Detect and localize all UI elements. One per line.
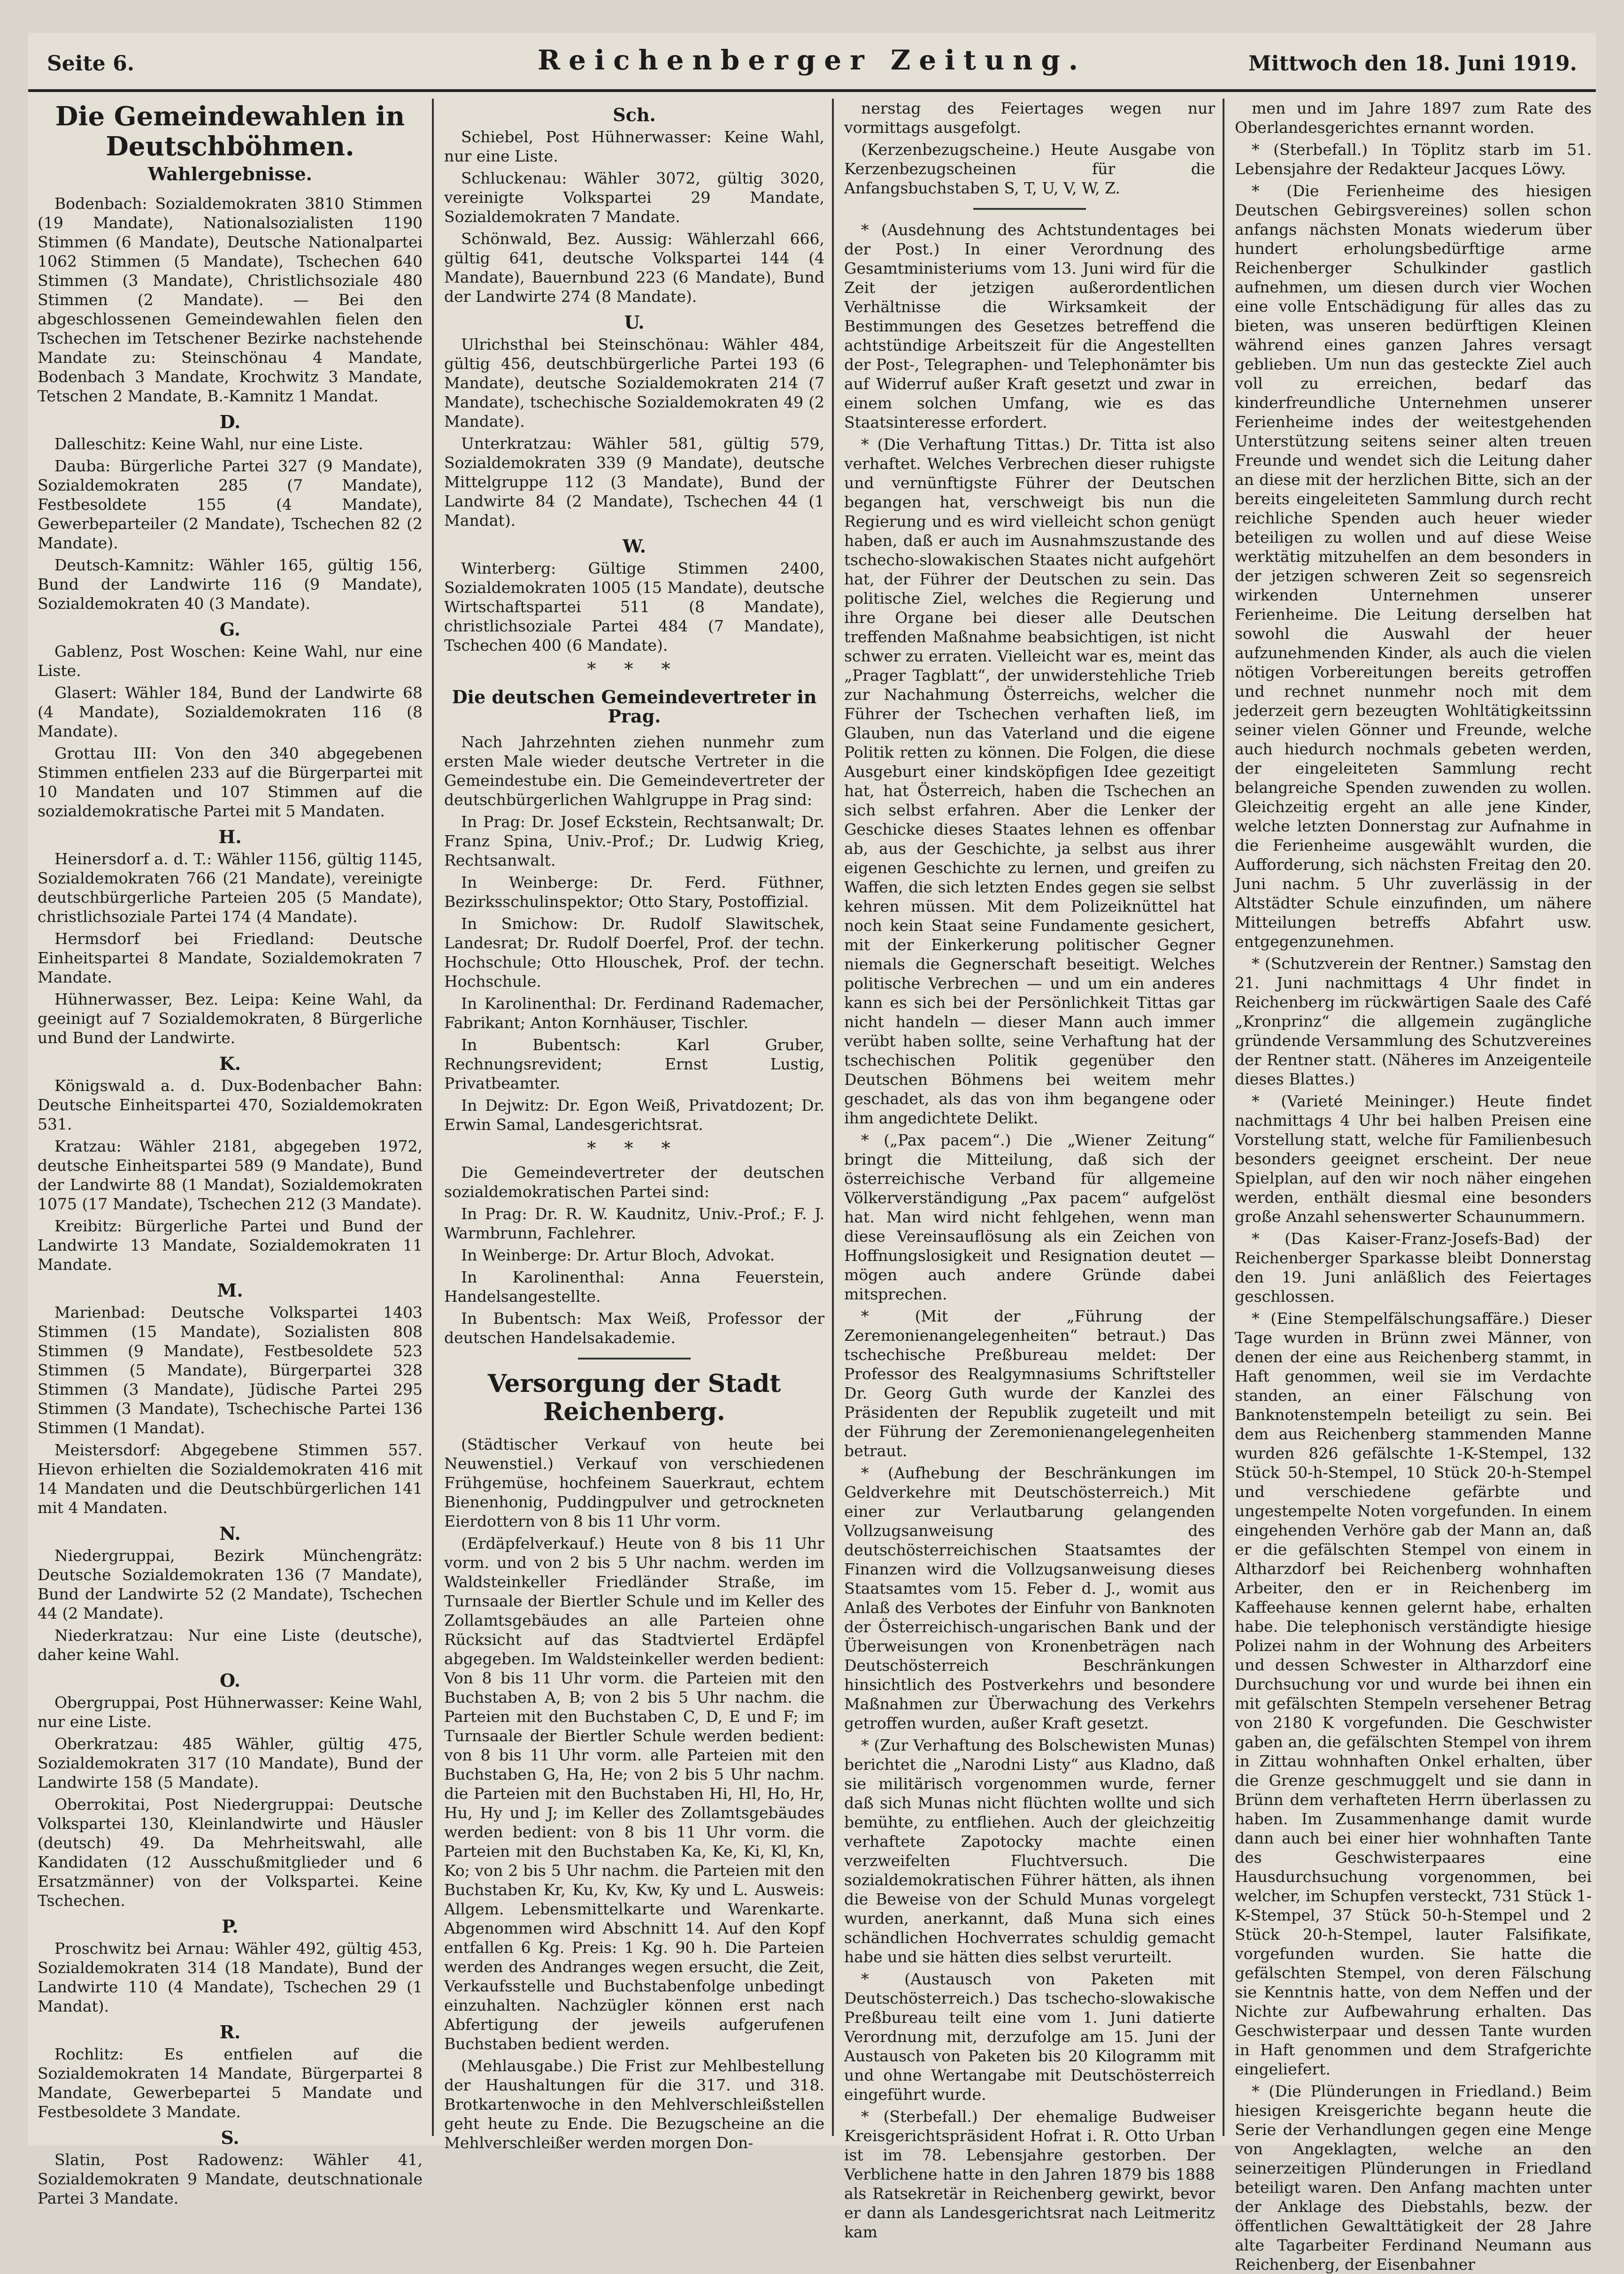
section-letter: S. xyxy=(221,2127,239,2148)
section-letter: Sch. xyxy=(613,104,656,125)
result-entry: Schönwald, Bez. Aussig: Wählerzahl 666, gültig 641, deutsche Volkspartei 144 (4 Mandate), Bauernbund 223 (6 Mandate), Bund der Landwirte 274 (8 Mandate). xyxy=(444,230,824,306)
result-entry: Grottau III: Von den 340 abgegebenen Stimmen entfielen 233 auf die Bürgerpartei mit 10 Mandaten und 107 Stimmen auf die sozialdemokratische Partei mit 5 Mandaten. xyxy=(38,744,423,820)
versorgung-article xyxy=(444,1435,824,2152)
supply-paragraph: nerstag des Feiertages wegen nur vormittags ausgefolgt. xyxy=(844,99,1215,137)
section-letter: U. xyxy=(624,312,645,333)
prag-paragraph: Nach Jahrzehnten ziehen nunmehr zum ersten Male wieder deutsche Vertreter in die Gemeindestube ein. Die Gemeindevertreter der deutschbürgerlichen Wahlgruppe in Prag sind: xyxy=(444,733,824,809)
result-entry: Unterkratzau: Wähler 581, gültig 579, Sozialdemokraten 339 (9 Mandate), deutsche Mittelgruppe 112 (3 Mandate), Bund der Landwirte 84 (2 Mandate), Tschechen 44 (1 Mandat). xyxy=(444,434,824,530)
supply-paragraph: (Kerzenbezugscheine.) Heute Ausgabe von Kerzenbezugscheinen für die Anfangsbuchstaben S, T, U, V, W, Z. xyxy=(844,140,1215,197)
separator-rule-3 xyxy=(973,208,1086,210)
prag-paragraph: In Bubentsch: Karl Gruber, Rechnungsrevident; Ernst Lustig, Privatbeamter. xyxy=(444,1036,824,1092)
news-article: * (Ausdehnung des Achtstundentages bei der Post.) In einer Verordnung des Gesamtministeriums vom 13. Juni wird für die Zeit der jetzigen außerordentlichen Verhältnisse die Wirksamkeit der Bestimmungen des Gesetzes betreffend die achtstündige Arbeitszeit für die Angestellten der Post-, Telegraphen- und Telephonämter bis auf Widerruf außer Kraft gesetzt und zwar in einem solchen Umfang, wie es das Staatsinteresse erfordert. xyxy=(844,221,1215,431)
column-2 xyxy=(432,99,833,2152)
supply-paragraph: (Mehlausgabe.) Die Frist zur Mehlbestellung der Haushaltungen für die 317. und 318. Brotkartenwoche in den Mehlverschleißstellen geht heute zu Ende. Die Bezugscheine an die Mehlverschleißer werden morgen Don- xyxy=(444,2057,824,2152)
result-entry: Slatin, Post Radowenz: Wähler 41, Sozialdemokraten 9 Mandate, deutschnationale Partei 3 Mandate. xyxy=(38,2151,423,2207)
result-entry: Obergruppai, Post Hühnerwasser: Keine Wahl, nur eine Liste. xyxy=(38,1693,423,1731)
news-articles xyxy=(844,220,1215,2242)
result-entry: Königswald a. d. Dux-Bodenbacher Bahn: Deutsche Einheitspartei 470, Sozialdemokraten 531. xyxy=(38,1076,423,1133)
news-article: * (Die Plünderungen in Friedland.) Beim hiesigen Kreisgerichte begann heute die Serie der Verhandlungen gegen eine Menge von Angeklagten, welche an den seinerzeitigen Plünderungen in Friedland beteiligt waren. Den Anfang machten unter der Anklage des Diebstahls, bezw. der öffentlichen Gewalttätigkeit der 28 Jahre alte Tagarbeiter Ferdinand Neumann aus Reichenberg, der Eisenbahner xyxy=(1235,2082,1592,2274)
newspaper-title: Reichenberger Zeitung. xyxy=(537,44,1087,76)
result-entry: Hühnerwasser, Bez. Leipa: Keine Wahl, da geeinigt auf 7 Sozialdemokraten, 8 Bürgerliche und Bund der Landwirte. xyxy=(38,990,423,1047)
prag-paragraph: In Smichow: Dr. Rudolf Slawitschek, Landesrat; Dr. Rudolf Doerfel, Prof. der techn. Hochschule; Otto Hlouschek, Prof. der techn. Hochschule. xyxy=(444,914,824,991)
news-article: * (Austausch von Paketen mit Deutschösterreich.) Das tschecho-slowakische Preßbureau teilt eine vom 1. Juni datierte Verordnung mit, derzufolge am 15. Juni der Austausch von Paketen bis 20 Kilogramm mit und ohne Wertangabe mit Deutschösterreich eingeführt wurde. xyxy=(844,1970,1215,2104)
result-entry: Gablenz, Post Woschen: Keine Wahl, nur eine Liste. xyxy=(38,642,423,680)
result-entry: Hermsdorf bei Friedland: Deutsche Einheitspartei 8 Mandate, Sozialdemokraten 7 Mandate. xyxy=(38,930,423,986)
result-entry: Niederkratzau: Nur eine Liste (deutsche), daher keine Wahl. xyxy=(38,1626,423,1664)
separator-stars-2: * * * xyxy=(587,1138,682,1159)
section-letter: D. xyxy=(219,411,241,432)
election-results-continued xyxy=(444,105,824,655)
news-article: * (Sterbefall.) Der ehemalige Budweiser Kreisgerichtspräsident Hofrat i. R. Otto Urban ist im 78. Lebensjahre gestorben. Der Verblichene hatte in den Jahren 1879 bis 1888 als Ratsekretär in Reichenberg gewirkt, bevor er dann als Landesgerichtsrat nach Leitmeritz kam xyxy=(844,2107,1215,2241)
sozial-paragraph: Die Gemeindevertreter der deutschen sozialdemokratischen Partei sind: xyxy=(444,1163,824,1201)
result-entry: Glasert: Wähler 184, Bund der Landwirte 68 (4 Mandate), Sozialdemokraten 116 (8 Mandate). xyxy=(38,684,423,740)
supply-continued xyxy=(844,99,1215,198)
prag-paragraph: In Dejwitz: Dr. Egon Weiß, Privatdozent; Dr. Erwin Samal, Landesgerichtsrat. xyxy=(444,1096,824,1134)
news-article: * (Die Verhaftung Tittas.) Dr. Titta ist also verhaftet. Welches Verbrechen dieser ruhigste und vernünftigste Führer der Deutschen begangen hat, verschweigt bis nun die Regierung und es wird vielleicht schon genügt haben, daß er auch im Ausnahmszustande des tschecho-slowakischen Staates nicht aufgehört hat, der Führer der Deutschen zu sein. Das politische Ziel, welches die Regierung und ihre Organe bei dieser alle Deutschen treffenden Maßnahme beabsichtigen, ist nicht schwer zu erraten. Vielleicht war es, meint das „Prager Tagblatt“, der unwiderstehliche Trieb zur Nachahmung Österreichs, welcher die Führer der Tschechen verhaften ließ, im Glauben, nun das Vaterland und die eigene Politik retten zu können. Die Folgen, die diese Ausgeburt einer kindsköpfigen Idee gezeitigt hat, hat Österreich, haben die Tschechen an sich selbst erfahren. Aber die Lenker der Geschicke dieses Staates lehnen es offenbar ab, aus der Geschichte, ja selbst aus ihrer eigenen Geschichte zu lernen, und greifen zu Waffen, die sich letzten Endes gegen sie selbst kehren müssen. Mit dem Polizeiknüttel hat noch kein Staat seine Fundamente gesichert, mit der Einkerkerung politischer Gegner niemals die Gegnerschaft beseitigt. Welches politische Verbrechen — und um ein anderes kann es sich bei der Persönlichkeit Tittas gar nicht handeln — dieser Mann auch immer verübt haben sollte, seine Verhaftung hat der tschechischen Politik gegenüber den Deutschen Böhmens bei weitem mehr geschadet, als das von ihm begangene oder ihm angedichtete Delikt. xyxy=(844,435,1215,1127)
sozial-paragraph: In Karolinenthal: Anna Feuerstein, Handelsangestellte. xyxy=(444,1268,824,1306)
sozial-paragraph: In Weinberge: Dr. Artur Bloch, Advokat. xyxy=(461,1246,775,1264)
result-entry: Kreibitz: Bürgerliche Partei und Bund der Landwirte 13 Mandate, Sozialdemokraten 11 Mandate. xyxy=(38,1217,423,1274)
result-entry: Rochlitz: Es entfielen auf die Sozialdemokraten 14 Mandate, Bürgerpartei 8 Mandate, Gewerbepartei 5 Mandate und Festbesoldete 3 Mandate. xyxy=(38,2045,423,2121)
news-article: men und im Jahre 1897 zum Rate des Oberlandesgerichtes ernannt worden. xyxy=(1235,99,1592,137)
column-1 xyxy=(38,99,431,2207)
news-article: * (Mit der „Führung der Zeremonienangelegenheiten“ betraut.) Das tschechische Preßbureau meldet: Der Professor des Realgymnasiums Schriftsteller Dr. Georg Guth wurde der Kanzlei des Präsidenten der Republik zugeteilt und mit der Führung der Zeremonienangelegenheiten betraut. xyxy=(844,1307,1215,1460)
supply-paragraph: (Erdäpfelverkauf.) Heute von 8 bis 11 Uhr vorm. und von 2 bis 5 Uhr nachm. werden im Waldsteinkeller Friedländer Straße, im Turnsaale der Biertler Schule und im Keller des Zollamtsgebäudes an alle Parteien ohne Rücksicht auf das Stadtviertel Erdäpfel abgegeben. Im Waldsteinkeller werden bedient: Von 8 bis 11 Uhr vorm. die Parteien mit den Buchstaben A, B; von 2 bis 5 Uhr nachm. die Parteien mit den Buchstaben C, D, E und F; im Turnsaale der Biertler Schule werden bedient: von 8 bis 11 Uhr vorm. alle Parteien mit den Buchstaben G, Ha, He; von 2 bis 5 Uhr nachm. die Parteien mit den Buchstaben Hi, Hl, Ho, Hr, Hu, Hy und J; im Keller des Zollamtsgebäudes werden bedient: von 8 bis 11 Uhr vorm. die Parteien mit den Buchstaben Ka, Ke, Ki, Kl, Kn, Ko; von 2 bis 5 Uhr nachm. die Parteien mit den Buchstaben Kr, Ku, Kv, Kw, Ky und L. Ausweis: Allgem. Lebensmittelkarte und Warenkarte. Abgenommen wird Abschnitt 14. Auf den Kopf entfallen 6 Kg. Preis: 1 Kg. 90 h. Die Parteien werden des Andranges wegen ersucht, die Zeit, Verkaufsstelle und Buchstabenfolge unbedingt einzuhalten. Nachzügler können erst nach Abfertigung der jeweils aufgerufenen Buchstaben bedient werden. xyxy=(444,1534,824,2053)
result-entry: Schluckenau: Wähler 3072, gültig 3020, vereinigte Volkspartei 29 Mandate, Sozialdemokraten 7 Mandate. xyxy=(444,169,824,226)
separator-rule xyxy=(578,1358,691,1360)
result-entry: Dalleschitz: Keine Wahl, nur eine Liste. xyxy=(54,435,363,453)
result-entry: Deutsch-Kamnitz: Wähler 165, gültig 156, Bund der Landwirte 116 (9 Mandate), Sozialdemokraten 40 (3 Mandate). xyxy=(38,556,423,613)
result-entry: Winterberg: Gültige Stimmen 2400, Sozialdemokraten 1005 (15 Mandate), deutsche Wirtschaftspartei 511 (8 Mandate), christlichsoziale Partei 484 (7 Mandate), Tschechen 400 (6 Mandate). xyxy=(444,559,824,654)
column-3 xyxy=(832,99,1224,2241)
result-entry: Bodenbach: Sozialdemokraten 3810 Stimmen (19 Mandate), Nationalsozialisten 1190 Stimmen (6 Mandate), Deutsche Nationalpartei 1062 Stimmen (5 Mandate), Tschechen 640 Stimmen (3 Mandate), Christlichsoziale 480 Stimmen (2 Mandate). — Bei den abgeschlossenen Gemeindewahlen fielen den Tschechen im Tetschener Bezirke nachstehende Mandate zu: Steinschönau 4 Mandate, Bodenbach 3 Mandate, Krochwitz 3 Mandate, Tetschen 2 Mandate, B.-Kamnitz 1 Mandat. xyxy=(38,194,423,405)
separator-stars: * * * xyxy=(587,659,682,679)
supply-paragraph: (Städtischer Verkauf von heute bei Neuwenstiel.) Verkauf von verschiedenen Frühgemüse, hochfeinem Sauerkraut, echtem Bienenhonig, Puddingpulver und getrockneten Eierdottern von 8 bis 11 Uhr vorm. xyxy=(444,1435,824,1530)
news-article: * (Varieté Meininger.) Heute findet nachmittags 4 Uhr bei halben Preisen eine Vorstellung statt, welche für Familienbesuch besonders geeignet erscheint. Der neue Spielplan, auf den wir noch näher eingehen werden, enthält diesmal eine besonders große Anzahl sehenswerter Schaunummern. xyxy=(1235,1092,1592,1226)
newspaper-page xyxy=(28,33,1596,2274)
result-entry: Oberrokitai, Post Niedergruppai: Deutsche Volkspartei 130, Kleinlandwirte und Häusler (deutsch) 49. Da Mehrheitswahl, alle Kandidaten (12 Ausschußmitglieder und 6 Ersatzmänner) von der Volkspartei. Keine Tschechen. xyxy=(38,1795,423,1910)
result-entry: Dauba: Bürgerliche Partei 327 (9 Mandate), Sozialdemokraten 285 (7 Mandate), Festbesoldete 155 (4 Mandate), Gewerbeparteiler (2 Mandate), Tschechen 82 (2 Mandate). xyxy=(38,457,423,552)
result-entry: Proschwitz bei Arnau: Wähler 492, gültig 453, Sozialdemokraten 314 (18 Mandate), Bund der Landwirte 110 (4 Mandate), Tschechen 29 (1 Mandat). xyxy=(38,1939,423,2015)
news-article: * (Aufhebung der Beschränkungen im Geldverkehre mit Deutschösterreich.) Mit einer zur Verlautbarung gelangenden Vollzugsanweisung des deutschösterreichischen Staatsamtes der Finanzen wird die Vollzugsanweisung dieses Staatsamtes vom 15. Feber d. J., womit aus Anlaß des Verbotes der Einfuhr von Banknoten der Österreichisch-ungarischen Bank und der Überweisungen von Kronenbeträgen nach Deutschösterreich Beschränkungen hinsichtlich des Postverkehrs und besondere Maßnahmen zur Überwachung des Verkehrs getroffen wurden, außer Kraft gesetzt. xyxy=(844,1464,1215,1732)
section-letter: H. xyxy=(218,826,242,847)
prag-paragraph: In Karolinenthal: Dr. Ferdinand Rademacher, Fabrikant; Anton Kornhäuser, Tischler. xyxy=(444,994,824,1032)
news-article: * (Schutzverein der Rentner.) Samstag den 21. Juni nachmittags 4 Uhr findet in Reichenberg im rückwärtigen Saale des Café „Kronprinz“ die allgemein zugängliche gründende Versammlung des Schutzvereines der Rentner statt. (Näheres im Anzeigenteile dieses Blattes.) xyxy=(1235,954,1592,1088)
news-article: * (Sterbefall.) In Töplitz starb im 51. Lebensjahre der Redakteur Jacques Löwy. xyxy=(1235,140,1592,178)
news-article: * (Zur Verhaftung des Bolschewisten Munas) berichtet die „Narodni Listy“ aus Kladno, daß sie militärisch vorgenommen wurde, ferner daß sich Munas nicht flüchten wollte und sich bemühte, zu entfliehen. Auch der gleichzeitig verhaftete Zapotocky machte einen verzweifelten Fluchtversuch. Die sozialdemokratischen Führer hätten, als ihnen die Beweise von der Schuld Munas vorgelegt wurden, anerkannt, daß Muna sich eines schändlichen Hochverrates schuldig gemacht habe und sie hätten dies selbst verurteilt. xyxy=(844,1736,1215,1966)
section-letter: G. xyxy=(219,619,241,640)
issue-date: Mittwoch den 18. Juni 1919. xyxy=(1248,52,1577,76)
sozial-paragraph: In Prag: Dr. R. W. Kaudnitz, Univ.-Prof.; F. J. Warmbrunn, Fachlehrer. xyxy=(444,1205,824,1242)
election-title: Die Gemeindewahlen in Deutschböhmen. xyxy=(55,101,405,162)
section-letter: N. xyxy=(219,1523,241,1544)
result-entry: Schiebel, Post Hühnerwasser: Keine Wahl, nur eine Liste. xyxy=(444,128,824,165)
result-entry: Oberkratzau: 485 Wähler, gültig 475, Sozialdemokraten 317 (10 Mandate), Bund der Landwirte 158 (5 Mandate). xyxy=(38,1735,423,1791)
prag-paragraph: In Prag: Dr. Josef Eckstein, Rechtsanwalt; Dr. Franz Spina, Univ.-Prof.; Dr. Ludwig Krieg, Rechtsanwalt. xyxy=(444,813,824,869)
section-letter: W. xyxy=(623,536,646,557)
prag-article xyxy=(444,732,824,1134)
section-letter: M. xyxy=(217,1280,243,1301)
result-entry: Heinersdorf a. d. T.: Wähler 1156, gültig 1145, Sozialdemokraten 766 (21 Mandate), vereinigte deutschbürgerliche Parteien 205 (5 Mandate), christlichsoziale Partei 174 (4 Mandate). xyxy=(38,850,423,926)
result-entry: Niedergruppai, Bezirk Münchengrätz: Deutsche Sozialdemokraten 136 (7 Mandate), Bund der Landwirte 52 (2 Mandate), Tschechen 44 (2 Mandate). xyxy=(38,1546,423,1622)
prag-paragraph: In Weinberge: Dr. Ferd. Füthner, Bezirksschulinspektor; Otto Stary, Postoffizial. xyxy=(444,873,824,911)
news-article: * („Pax pacem“.) Die „Wiener Zeitung“ bringt die Mitteilung, daß sich der österreichische Verband für allgemeine Völkerverständigung „Pax pacem“ aufgelöst hat. Man wird nicht fehlgehen, wenn man diese Vereinsauflösung als ein Zeichen von Hoffnungslosigkeit und Resignation deutet — mögen auch andere Gründe dabei mitsprechen. xyxy=(844,1131,1215,1303)
result-entry: Marienbad: Deutsche Volkspartei 1403 Stimmen (15 Mandate), Sozialisten 808 Stimmen (9 Mandate), Festbesoldete 523 Stimmen (5 Mandate), Bürgerpartei 328 Stimmen (3 Mandate), Jüdische Partei 295 Stimmen (3 Mandate), Tschechische Partei 136 Stimmen (1 Mandat). xyxy=(38,1303,423,1437)
election-results xyxy=(38,194,423,2208)
section-letter: R. xyxy=(219,2021,241,2043)
page-number: Seite 6. xyxy=(47,52,135,76)
versorgung-title: Versorgung der Stadt Reichenberg. xyxy=(487,1369,781,1426)
section-letter: P. xyxy=(222,1916,239,1937)
news-article: * (Die Ferienheime des hiesigen Deutschen Gebirgsvereines) sollen schon anfangs nächsten Monats wiederum über hundert erholungsbedürftige arme Reichenberger Schulkinder gastlich aufnehmen, um diesen durch vier Wochen eine volle Entschädigung für alles das zu bieten, was unseren bedürftigen Kleinen während eines ganzen Jahres versagt geblieben. Um nun das gesteckte Ziel auch voll zu erreichen, bedarf das kinderfreundliche Unternehmen unserer Ferienheime indes der weitestgehenden Unterstützung seitens seiner alten treuen Freunde und wendet sich die Leitung daher an diese mit der herzlichen Bitte, sich an der bereits eingeleiteten Sammlung durch recht reichliche Spenden auch heuer wieder beteiligen zu wollen und auf diese Weise werktätig mitzuhelfen an dem besonders in der jetzigen schweren Zeit so segensreich wirkenden Unternehmen unserer Ferienheime. Die Leitung derselben hat sowohl die Auswahl der heuer aufzunehmenden Kinder, als auch die vielen nötigen Vorbereitungen bereits getroffen und rechnet nunmehr noch mit dem jederzeit gern bezeugten Wohltätigkeitssinn seiner vielen Gönner und Freunde, welche auch hiedurch nochmals gebeten werden, der eingeleiteten Sammlung recht belangreiche Spenden zuwenden zu wollen. Gleichzeitig ergeht an alle jene Kinder, welche letzten Donnerstag zur Aufnahme in die Ferienheime ausgewählt wurden, die Aufforderung, sich nächsten Freitag den 20. Juni nachm. 5 Uhr zuverlässig in der Altstädter Schule einzufinden, um nähere Mitteilungen betreffs Abfahrt usw. entgegenzunehmen. xyxy=(1235,182,1592,951)
result-entry: Ulrichsthal bei Steinschönau: Wähler 484, gültig 456, deutschbürgerliche Partei 193 (6 Mandate), deutsche Sozialdemokraten 214 (7 Mandate), tschechische Sozialdemokraten 49 (2 Mandate). xyxy=(444,335,824,430)
result-entry: Meistersdorf: Abgegebene Stimmen 557. Hievon erhielten die Sozialdemokraten 416 mit 14 Mandaten und die Deutschbürgerlichen 141 mit 4 Mandaten. xyxy=(38,1441,423,1517)
news-article: * (Eine Stempelfälschungsaffäre.) Dieser Tage wurden in Brünn zwei Männer, von denen der eine aus Reichenberg stammt, in Haft genommen, weil sie im Verdachte standen, an einer Fälschung von Banknotenstempeln beteiligt zu sein. Bei dem aus Reichenberg stammenden Manne wurden 826 gefälschte 1-K-Stempel, 132 Stück 50-h-Stempel, 10 Stück 20-h-Stempel und verschiedene gefärbte und ungestempelte Noten vorgefunden. In einem eingehenden Verhöre gab der Mann an, daß er die gefälschten Stempel von einem in Altharzdorf bei Reichenberg wohnhaften Arbeiter, den er in Reichenberg im Kaffeehause kennen gelernt habe, erhalten habe. Die telephonisch verständigte hiesige Polizei nahm in der Wohnung des Arbeiters und dessen Schwester in Altharzdorf eine Durchsuchung vor und wurde bei ihnen ein mit gefälschten Stempeln versehener Betrag von 2180 K vorgefunden. Die Geschwister gaben an, die gefälschten Stempel von ihrem in Zittau wohnhaften Onkel erhalten, über die Grenze geschmuggelt und sie dann in Brünn dem verhafteten Herrn überlassen zu haben. Im Zusammenhange damit wurde dann auch bei einer hier wohnhaften Tante des Geschwisterpaares eine Hausdurchsuchung vorgenommen, bei welcher, im Schupfen versteckt, 731 Stück 1-K-Stempel, 37 Stück 50-h-Stempel und 2 Stück 20-h-Stempel, lauter Falsifikate, vorgefunden wurden. Sie hatte die gefälschten Stempel, von deren Fälschung sie Kenntnis hatte, von dem Neffen und der Nichte zur Aufbewahrung erhalten. Das Geschwisterpaar und dessen Tante wurden in Haft genommen und dem Strafgerichte eingeliefert. xyxy=(1235,1309,1592,2078)
sozial-paragraph: In Bubentsch: Max Weiß, Professor der deutschen Handelsakademie. xyxy=(444,1309,824,1347)
result-entry: Kratzau: Wähler 2181, abgegeben 1972, deutsche Einheitspartei 589 (9 Mandate), Bund der Landwirte 88 (1 Mandat), Sozialdemokraten 1075 (17 Mandate), Tschechen 212 (3 Mandate). xyxy=(38,1137,423,1213)
sozial-article xyxy=(444,1163,824,1347)
column-4 xyxy=(1223,99,1598,2274)
section-letter: O. xyxy=(219,1670,241,1691)
page-header xyxy=(28,33,1596,92)
election-subtitle: Wahlergebnisse. xyxy=(148,163,312,184)
news-article: * (Das Kaiser-Franz-Josefs-Bad) der Reichenberger Sparkasse bleibt Donnerstag den 19. Juni anläßlich des Feiertages geschlossen. xyxy=(1235,1229,1592,1306)
prag-title: Die deutschen Gemeindevertreter in Prag. xyxy=(452,686,817,727)
section-letter: K. xyxy=(219,1053,241,1074)
local-news-articles xyxy=(1235,99,1592,2274)
